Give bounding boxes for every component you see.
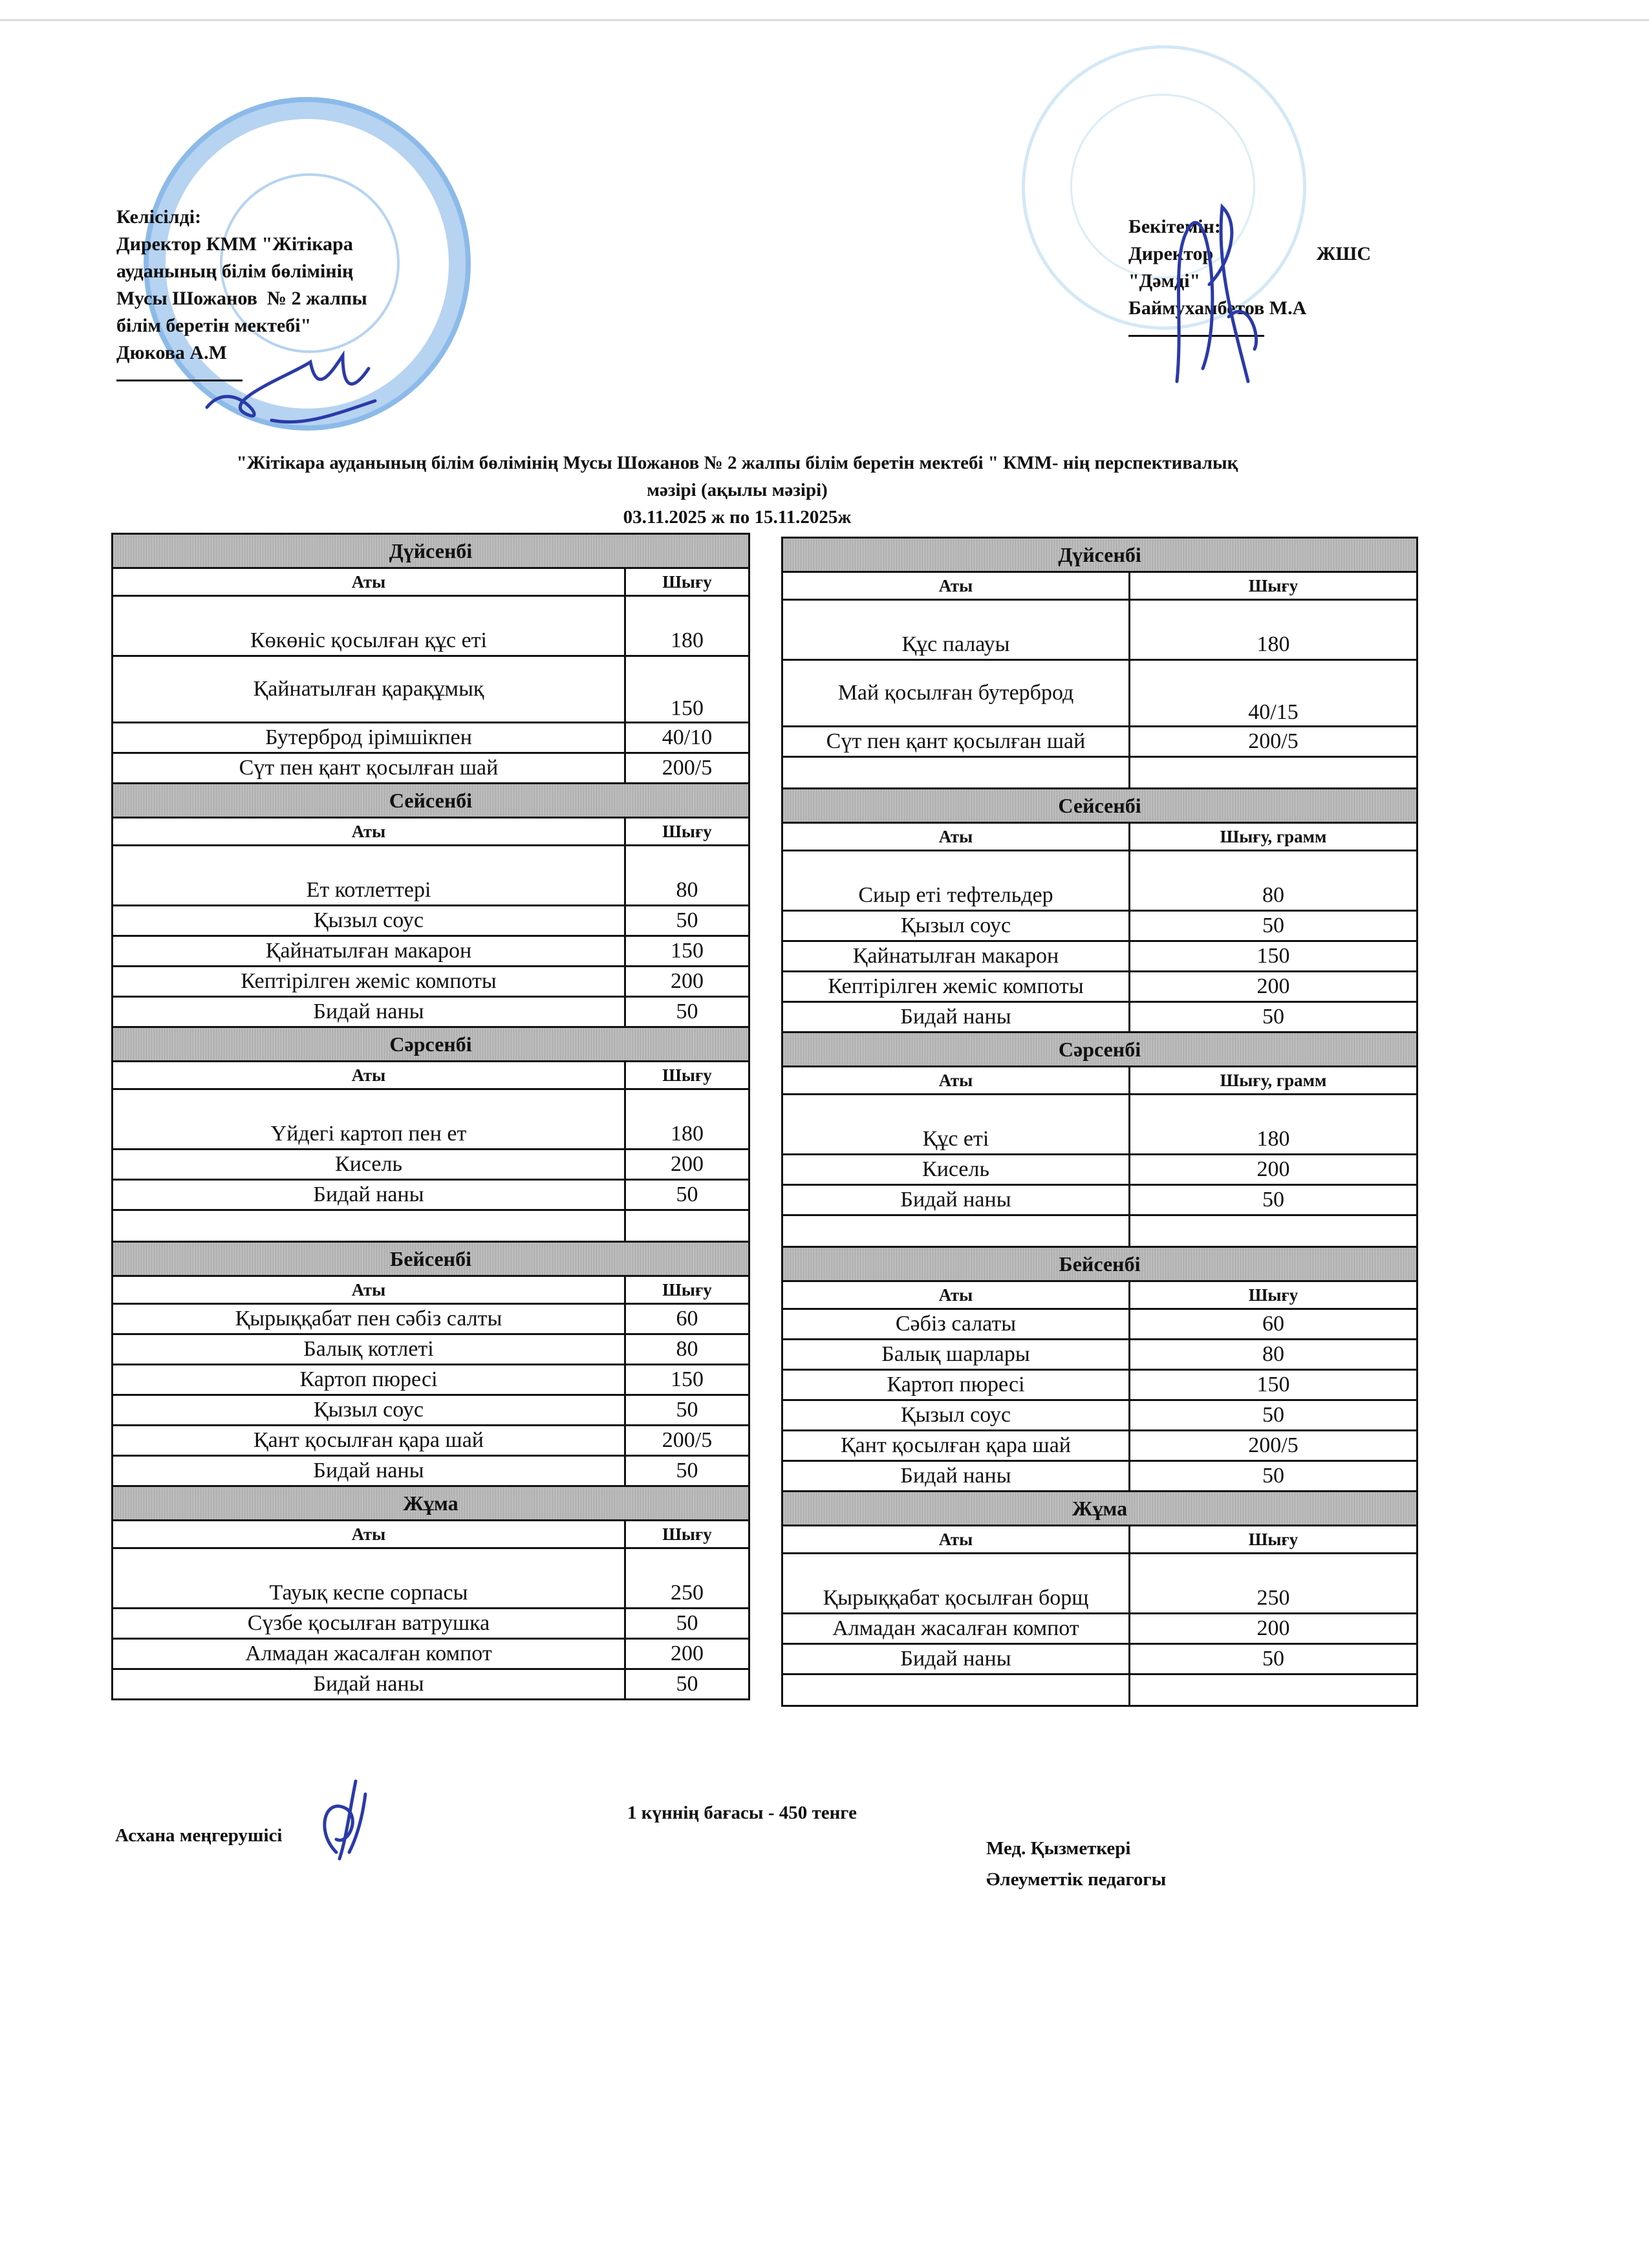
table-row xyxy=(782,941,1417,972)
daily-price: 1 күннің бағасы - 450 тенге xyxy=(627,1803,857,1823)
dish-yield: 60 xyxy=(1130,1309,1417,1340)
table-row xyxy=(782,1614,1417,1644)
dish-yield: 200/5 xyxy=(1130,1431,1417,1461)
column-header-yield: Шығу xyxy=(1130,572,1417,600)
column-header-name: Аты xyxy=(113,1062,625,1089)
dish-yield: 150 xyxy=(625,936,749,967)
menu-table-week-2 xyxy=(781,537,1418,1707)
dish-yield: 180 xyxy=(1130,600,1417,660)
dish-yield: 50 xyxy=(625,997,749,1027)
dish-yield: 40/10 xyxy=(625,723,749,753)
director-signature-icon xyxy=(194,336,388,433)
table-row xyxy=(113,846,749,906)
dish-yield: 50 xyxy=(1130,1644,1417,1674)
table-row xyxy=(113,1150,749,1180)
dish-yield: 200/5 xyxy=(625,1426,749,1456)
table-row xyxy=(113,723,749,753)
day-header-monday: Дүйсенбі xyxy=(782,538,1417,572)
dish-name: Бутерброд ірімшікпен xyxy=(113,723,625,753)
day-header-friday: Жұма xyxy=(113,1486,749,1521)
dish-yield: 50 xyxy=(625,1180,749,1210)
column-header-name: Аты xyxy=(782,1281,1130,1309)
dish-name: Қайнатылған қарақұмық xyxy=(113,656,625,723)
table-row xyxy=(113,906,749,936)
column-header-yield: Шығу xyxy=(625,568,749,596)
table-row xyxy=(113,1334,749,1365)
dish-yield: 50 xyxy=(1130,1002,1417,1032)
column-header-yield: Шығу xyxy=(625,1521,749,1548)
agreement-line: ауданының білім бөлімінің xyxy=(116,261,354,282)
table-row xyxy=(782,600,1417,660)
dish-name: Кисель xyxy=(113,1150,625,1180)
dish-name: Картоп пюресі xyxy=(113,1365,625,1395)
dish-yield xyxy=(1130,1674,1417,1706)
dish-name: Құс еті xyxy=(782,1095,1130,1155)
table-row xyxy=(113,967,749,997)
day-header-thursday: Бейсенбі xyxy=(782,1247,1417,1281)
dish-name: Бидай наны xyxy=(782,1185,1130,1215)
column-header-name: Аты xyxy=(782,572,1130,600)
dish-name: Қызыл соус xyxy=(113,1395,625,1426)
table-row xyxy=(113,1456,749,1486)
dish-name: Балық шарлары xyxy=(782,1340,1130,1370)
dish-name: Үйдегі картоп пен ет xyxy=(113,1089,625,1150)
table-row-empty xyxy=(113,1210,749,1242)
table-row xyxy=(782,1002,1417,1032)
canteen-head-label: Асхана меңгерушісі xyxy=(115,1825,283,1846)
table-row xyxy=(782,1185,1417,1215)
dish-yield: 80 xyxy=(625,1334,749,1365)
column-header-name: Аты xyxy=(782,1067,1130,1095)
social-pedagogue-label: Әлеуметтік педагогы xyxy=(986,1869,1167,1890)
column-header-yield: Шығу, грамм xyxy=(1130,1067,1417,1095)
table-row xyxy=(782,1400,1417,1431)
table-row xyxy=(782,1309,1417,1340)
dish-name xyxy=(113,1210,625,1242)
signatories-right xyxy=(986,1833,1166,1895)
dish-yield xyxy=(1130,1215,1417,1247)
dish-name: Бидай наны xyxy=(782,1644,1130,1674)
table-row xyxy=(113,936,749,967)
dish-yield: 50 xyxy=(625,1609,749,1639)
approval-org-type: ЖШС xyxy=(1316,243,1371,264)
dish-name xyxy=(782,1215,1130,1247)
dish-name: Қырыққабат қосылған борщ xyxy=(782,1554,1130,1614)
day-header-tuesday: Сейсенбі xyxy=(782,789,1417,823)
table-row xyxy=(782,1155,1417,1185)
menu-table-week-1 xyxy=(111,533,750,1700)
agreement-line: Директор КММ "Жітікара xyxy=(116,233,353,255)
day-header-wednesday: Сәрсенбі xyxy=(782,1032,1417,1067)
dish-yield: 150 xyxy=(1130,1370,1417,1400)
dish-yield: 250 xyxy=(625,1548,749,1609)
table-row xyxy=(113,1609,749,1639)
dish-yield: 200 xyxy=(625,1150,749,1180)
dish-yield: 180 xyxy=(625,1089,749,1150)
day-header-friday: Жұма xyxy=(782,1492,1417,1526)
dish-yield: 250 xyxy=(1130,1554,1417,1614)
dish-name: Бидай наны xyxy=(113,1669,625,1700)
dish-yield: 80 xyxy=(1130,851,1417,911)
dish-yield: 80 xyxy=(1130,1340,1417,1370)
day-header-thursday: Бейсенбі xyxy=(113,1242,749,1276)
title-line-1: "Жітікара ауданының білім бөлімінің Мусы Шожанов № 2 жалпы білім беретін мектебі " КММ- нің перспективалық xyxy=(236,453,1238,473)
dish-name: Алмадан жасалған компот xyxy=(113,1639,625,1669)
dish-name: Сүт пен қант қосылған шай xyxy=(782,727,1130,757)
agreement-line: білім беретін мектебі" xyxy=(116,315,312,336)
table-row xyxy=(782,1370,1417,1400)
table-row xyxy=(782,1461,1417,1492)
scan-top-edge xyxy=(0,19,1649,21)
dish-yield: 200 xyxy=(625,1639,749,1669)
dish-name: Қызыл соус xyxy=(113,906,625,936)
dish-yield: 150 xyxy=(625,656,749,723)
dish-yield: 50 xyxy=(1130,911,1417,941)
dish-name: Кисель xyxy=(782,1155,1130,1185)
table-row xyxy=(113,1089,749,1150)
dish-yield: 50 xyxy=(625,1456,749,1486)
table-row xyxy=(113,1669,749,1700)
table-row xyxy=(782,1340,1417,1370)
dish-name: Сәбіз салаты xyxy=(782,1309,1130,1340)
day-header-wednesday: Сәрсенбі xyxy=(113,1027,749,1062)
dish-yield: 50 xyxy=(1130,1185,1417,1215)
dish-name: Ет котлеттері xyxy=(113,846,625,906)
table-row xyxy=(782,851,1417,911)
dish-name: Қызыл соус xyxy=(782,1400,1130,1431)
table-row xyxy=(113,656,749,723)
table-row xyxy=(113,1180,749,1210)
column-header-yield: Шығу xyxy=(1130,1281,1417,1309)
day-header-tuesday: Сейсенбі xyxy=(113,784,749,818)
dish-yield: 150 xyxy=(625,1365,749,1395)
table-row-empty xyxy=(782,1674,1417,1706)
dish-yield: 50 xyxy=(1130,1400,1417,1431)
table-row xyxy=(113,997,749,1027)
dish-name: Құс палауы xyxy=(782,600,1130,660)
dish-name: Картоп пюресі xyxy=(782,1370,1130,1400)
table-row xyxy=(113,1548,749,1609)
dish-name: Бидай наны xyxy=(782,1002,1130,1032)
canteen-head-signature-icon xyxy=(310,1775,394,1865)
dish-name: Кептірілген жеміс компоты xyxy=(113,967,625,997)
approval-org-name: "Дәмді" xyxy=(1128,270,1201,292)
dish-yield xyxy=(625,1210,749,1242)
dish-name: Бидай наны xyxy=(113,1180,625,1210)
dish-yield: 150 xyxy=(1130,941,1417,972)
title-date-range: 03.11.2025 ж по 15.11.2025ж xyxy=(623,507,852,528)
document-title xyxy=(116,449,1358,531)
dish-yield: 180 xyxy=(1130,1095,1417,1155)
dish-name: Бидай наны xyxy=(113,1456,625,1486)
dish-name: Бидай наны xyxy=(113,997,625,1027)
table-row xyxy=(782,727,1417,757)
dish-name: Қырыққабат пен сәбіз салты xyxy=(113,1304,625,1334)
dish-name: Сүт пен қант қосылған шай xyxy=(113,753,625,784)
table-row xyxy=(113,1426,749,1456)
table-row xyxy=(113,1304,749,1334)
column-header-yield: Шығу xyxy=(625,818,749,846)
agreement-heading: Келісілді: xyxy=(116,206,202,228)
dish-name: Алмадан жасалған компот xyxy=(782,1614,1130,1644)
dish-name: Балық котлеті xyxy=(113,1334,625,1365)
dish-yield: 200 xyxy=(1130,1614,1417,1644)
dish-yield: 50 xyxy=(625,906,749,936)
table-row xyxy=(113,1365,749,1395)
dish-name: Бидай наны xyxy=(782,1461,1130,1492)
medical-staff-label: Мед. Қызметкері xyxy=(986,1838,1131,1859)
column-header-name: Аты xyxy=(113,568,625,596)
table-row xyxy=(782,1431,1417,1461)
column-header-name: Аты xyxy=(113,1276,625,1304)
table-row xyxy=(113,596,749,656)
table-row xyxy=(113,1639,749,1669)
column-header-yield: Шығу xyxy=(1130,1526,1417,1554)
dish-name: Тауық кеспе сорпасы xyxy=(113,1548,625,1609)
table-row xyxy=(113,1395,749,1426)
agreement-signatory: Дюкова А.М xyxy=(116,342,227,363)
dish-yield: 200 xyxy=(1130,972,1417,1002)
dish-yield: 50 xyxy=(625,1395,749,1426)
dish-name: Қант қосылған қара шай xyxy=(782,1431,1130,1461)
dish-name: Қайнатылған макарон xyxy=(782,941,1130,972)
dish-yield: 50 xyxy=(1130,1461,1417,1492)
approval-role: Директор xyxy=(1128,243,1214,264)
table-row xyxy=(782,1554,1417,1614)
dish-yield: 200/5 xyxy=(625,753,749,784)
dish-name: Қант қосылған қара шай xyxy=(113,1426,625,1456)
table-row-empty xyxy=(782,1215,1417,1247)
dish-name xyxy=(782,757,1130,789)
dish-yield xyxy=(1130,757,1417,789)
dish-yield: 40/15 xyxy=(1130,660,1417,727)
table-row-empty xyxy=(782,757,1417,789)
table-row xyxy=(782,660,1417,727)
approval-signatory: Баймухамбетов М.А xyxy=(1128,297,1307,319)
approval-heading: Бекітемін: xyxy=(1128,216,1221,237)
company-director-signature-icon xyxy=(1151,187,1280,401)
table-row xyxy=(782,1644,1417,1674)
dish-name: Қызыл соус xyxy=(782,911,1130,941)
dish-name xyxy=(782,1674,1130,1706)
column-header-name: Аты xyxy=(113,818,625,846)
column-header-name: Аты xyxy=(113,1521,625,1548)
dish-name: Сүзбе қосылған ватрушка xyxy=(113,1609,625,1639)
dish-yield: 60 xyxy=(625,1304,749,1334)
dish-yield: 200 xyxy=(1130,1155,1417,1185)
dish-name: Май қосылған бутерброд xyxy=(782,660,1130,727)
dish-name: Сиыр еті тефтельдер xyxy=(782,851,1130,911)
dish-name: Қайнатылған макарон xyxy=(113,936,625,967)
table-row xyxy=(782,972,1417,1002)
column-header-yield: Шығу xyxy=(625,1062,749,1089)
table-row xyxy=(113,753,749,784)
table-row xyxy=(782,1095,1417,1155)
title-line-2: мәзірі (ақылы мәзірі) xyxy=(647,480,828,500)
dish-yield: 50 xyxy=(625,1669,749,1700)
column-header-name: Аты xyxy=(782,823,1130,851)
dish-name: Көкөніс қосылған құс еті xyxy=(113,596,625,656)
dish-name: Кептірілген жеміс компоты xyxy=(782,972,1130,1002)
dish-yield: 200/5 xyxy=(1130,727,1417,757)
column-header-name: Аты xyxy=(782,1526,1130,1554)
day-header-monday: Дүйсенбі xyxy=(113,534,749,568)
dish-yield: 200 xyxy=(625,967,749,997)
column-header-yield: Шығу, грамм xyxy=(1130,823,1417,851)
dish-yield: 180 xyxy=(625,596,749,656)
table-row xyxy=(782,911,1417,941)
column-header-yield: Шығу xyxy=(625,1276,749,1304)
dish-yield: 80 xyxy=(625,846,749,906)
agreement-line: Мусы Шожанов № 2 жалпы xyxy=(116,288,367,309)
